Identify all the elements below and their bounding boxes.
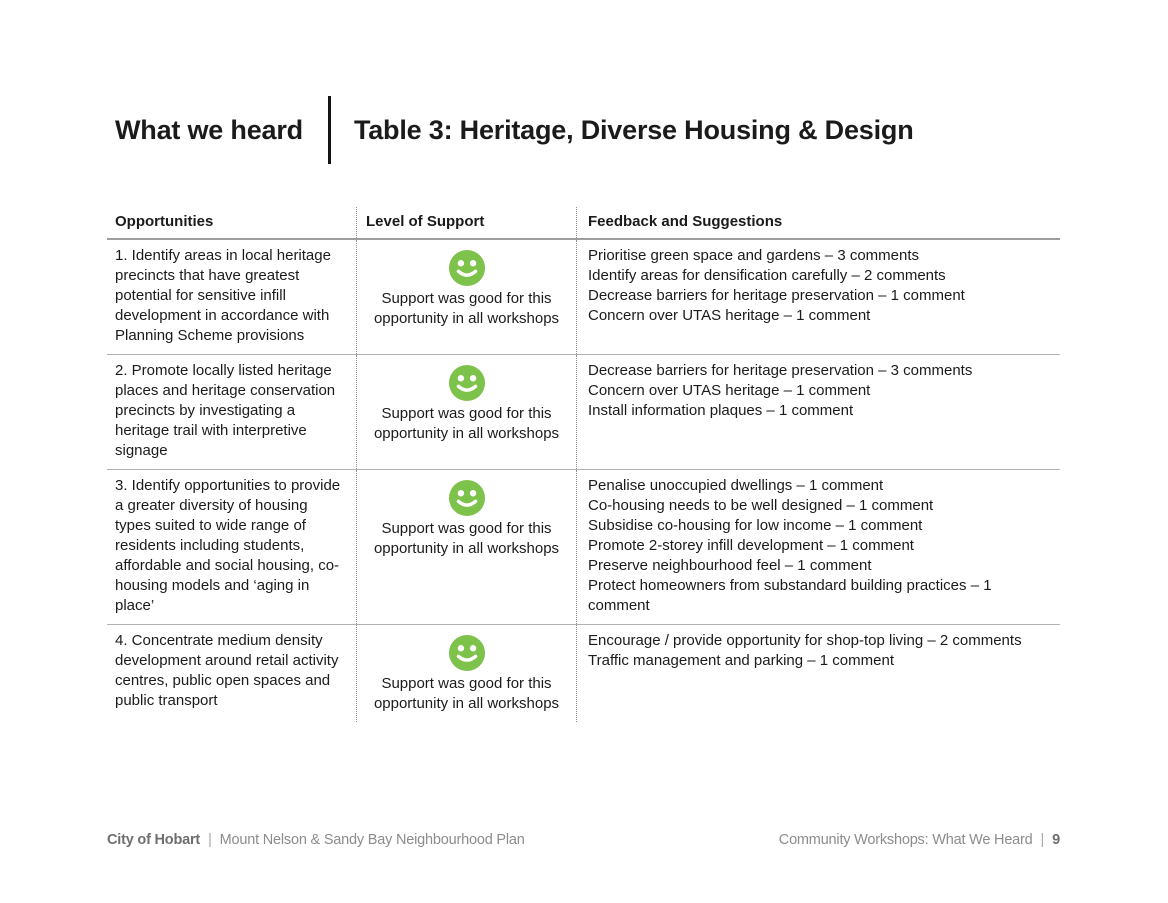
feedback-line: Install information plaques – 1 comment [588,402,854,419]
feedback-line: Identify areas for densification carefully – 2 comments [588,267,946,284]
opportunity-cell: 4. Concentrate medium density development around retail activity centres, public open spaces and public transport [115,632,339,709]
support-cell [356,240,576,354]
support-cell [356,470,576,624]
table-title: Table 3: Heritage, Diverse Housing & Design [353,114,914,145]
opportunity-cell: 1. Identify areas in local heritage precincts that have greatest potential for sensitive infill development in accordance with Planning Scheme provisions [115,247,331,344]
feedback-line: Preserve neighbourhood feel – 1 comment [588,557,872,574]
feedback-line: Protect homeowners from substandard building practices – 1 comment [588,577,992,614]
feedback-cell [576,470,1060,624]
feedback-line: Penalise unoccupied dwellings – 1 comment [588,477,884,494]
footer-document-title: Mount Nelson & Sandy Bay Neighbourhood Plan [219,832,525,848]
feedback-line: Co-housing needs to be well designed – 1 comment [588,497,934,514]
support-caption: Support was good for this opportunity in all workshops [373,520,560,557]
smiley-face-icon [448,249,486,287]
feedback-line: Encourage / provide opportunity for shop-top living – 2 comments [588,632,1022,649]
table-body [107,240,1060,722]
feedback-line: Subsidise co-housing for low income – 1 comment [588,517,923,534]
support-cell [356,355,576,469]
footer-left [107,831,525,849]
feedback-cell [576,240,1060,354]
footer-report-title: Community Workshops: What We Heard [778,832,1033,848]
footer-page-number: 9 [1052,832,1060,848]
smiley-face-icon [448,479,486,517]
table-row [107,470,1060,625]
smiley-face-icon [448,634,486,672]
support-caption: Support was good for this opportunity in all workshops [373,290,560,327]
support-cell [356,625,576,722]
footer-right [779,831,1060,849]
page-header [115,94,914,166]
feedback-line: Prioritise green space and gardens – 3 comments [588,247,920,264]
page-footer [107,831,1060,849]
support-caption: Support was good for this opportunity in all workshops [373,405,560,442]
feedback-line: Concern over UTAS heritage – 1 comment [588,307,871,324]
table-row [107,625,1060,722]
table-row [107,355,1060,470]
smiley-face-icon [448,364,486,402]
feedback-line: Traffic management and parking – 1 comment [588,652,894,669]
table-row [107,240,1060,355]
column-header-feedback: Feedback and Suggestions [576,207,1060,238]
feedback-cell [576,625,1060,722]
feedback-cell [576,355,1060,469]
feedback-line: Promote 2-storey infill development – 1 comment [588,537,914,554]
opportunity-cell: 3. Identify opportunities to provide a greater diversity of housing types suited to wide range of residents including students, affordable and social housing, co-housing models and ‘aging in place’ [115,477,341,614]
footer-brand: City of Hobart [107,832,201,848]
footer-separator: | [208,832,212,848]
table-header-row [107,207,1060,240]
header-divider [328,96,331,164]
feedback-line: Concern over UTAS heritage – 1 comment [588,382,871,399]
feedback-line: Decrease barriers for heritage preservation – 3 comments [588,362,973,379]
opportunity-cell: 2. Promote locally listed heritage places and heritage conservation precincts by investigating a heritage trail with interpretive signage [115,362,336,459]
support-caption: Support was good for this opportunity in all workshops [373,675,560,712]
column-header-opportunities: Opportunities [115,213,214,230]
column-header-level-of-support: Level of Support [356,207,576,238]
section-title: What we heard [115,114,303,145]
footer-separator: | [1040,832,1045,848]
feedback-line: Decrease barriers for heritage preservation – 1 comment [588,287,965,304]
opportunities-table [107,207,1060,722]
